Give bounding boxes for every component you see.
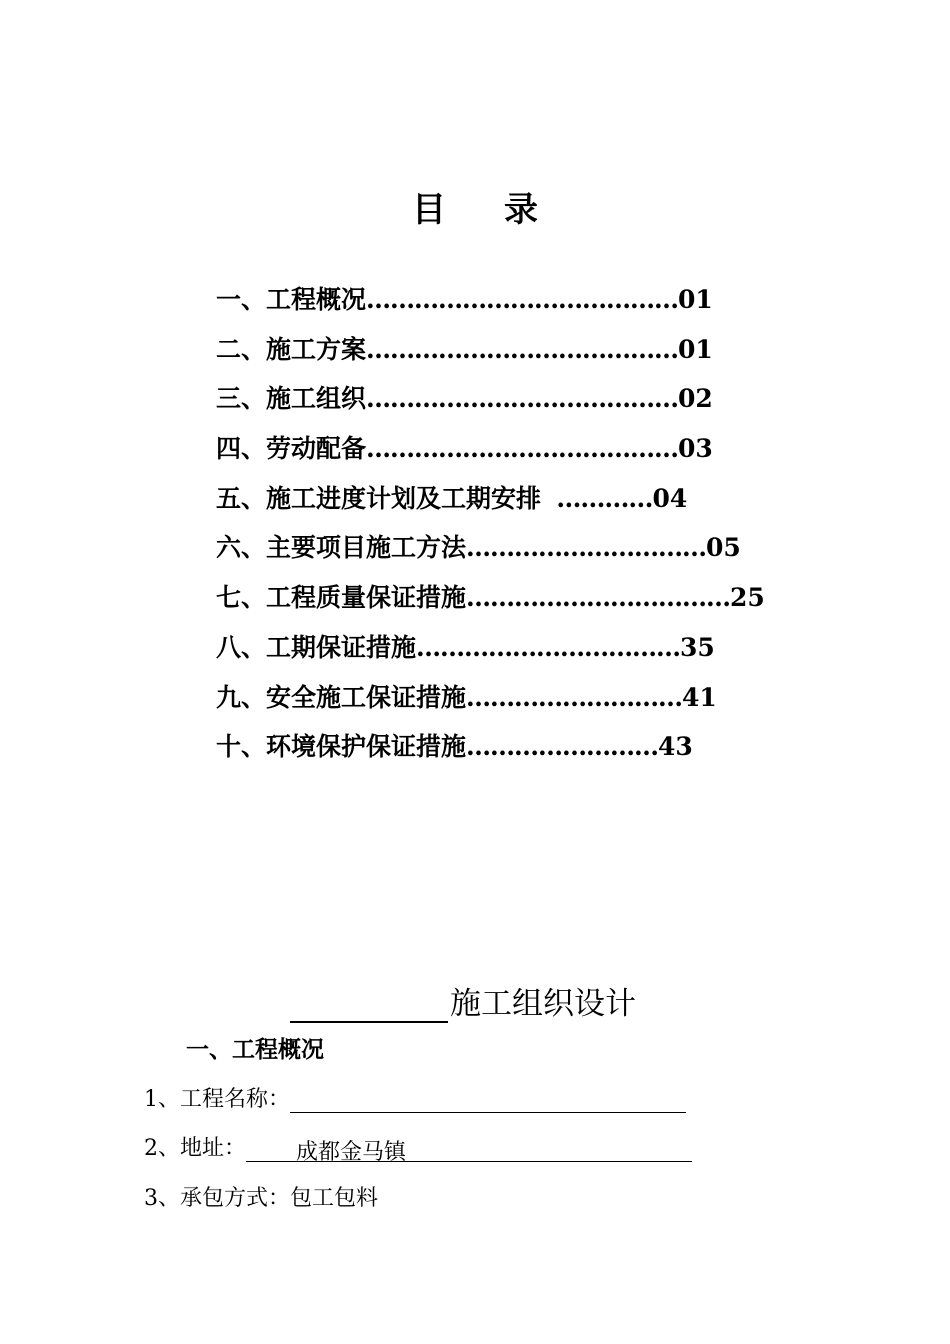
table-of-contents: [216, 280, 776, 777]
contract-field: 3、承包方式：包工包料: [144, 1186, 379, 1211]
address-field: 2、地址： 成都金马镇: [144, 1131, 692, 1162]
section-heading: 一、工程概况: [186, 1037, 324, 1063]
address-blank: [246, 1135, 692, 1165]
toc-item[interactable]: 五、施工进度计划及工期安排 …………04: [216, 483, 688, 513]
toc-item[interactable]: 四、劳动配备…………………………………03: [216, 434, 713, 464]
toc-item[interactable]: 二、施工方案…………………………………01: [216, 334, 713, 364]
toc-item[interactable]: 八、工期保证措施……………………………35: [216, 632, 715, 662]
design-title: 施工组织设计: [290, 978, 636, 1023]
toc-item[interactable]: 七、工程质量保证措施……………………………25: [216, 583, 765, 613]
toc-item[interactable]: 一、工程概况…………………………………01: [216, 285, 713, 314]
toc-item[interactable]: 九、安全施工保证措施………………………41: [216, 682, 717, 712]
toc-item[interactable]: 三、施工组织…………………………………02: [216, 384, 713, 414]
title-blank-line: [290, 991, 448, 1023]
toc-title-right: 录: [504, 190, 538, 230]
toc-item[interactable]: 六、主要项目施工方法…………………………05: [216, 533, 741, 563]
project-name-blank: [290, 1086, 686, 1113]
project-name-field: 1、工程名称：: [144, 1082, 686, 1113]
toc-title: [0, 182, 950, 231]
contract-value: 包工包料: [290, 1186, 379, 1211]
address-value: 成都金马镇: [296, 1140, 407, 1165]
toc-title-left: 目: [412, 190, 446, 230]
toc-item[interactable]: 十、环境保护保证措施……………………43: [216, 732, 693, 762]
